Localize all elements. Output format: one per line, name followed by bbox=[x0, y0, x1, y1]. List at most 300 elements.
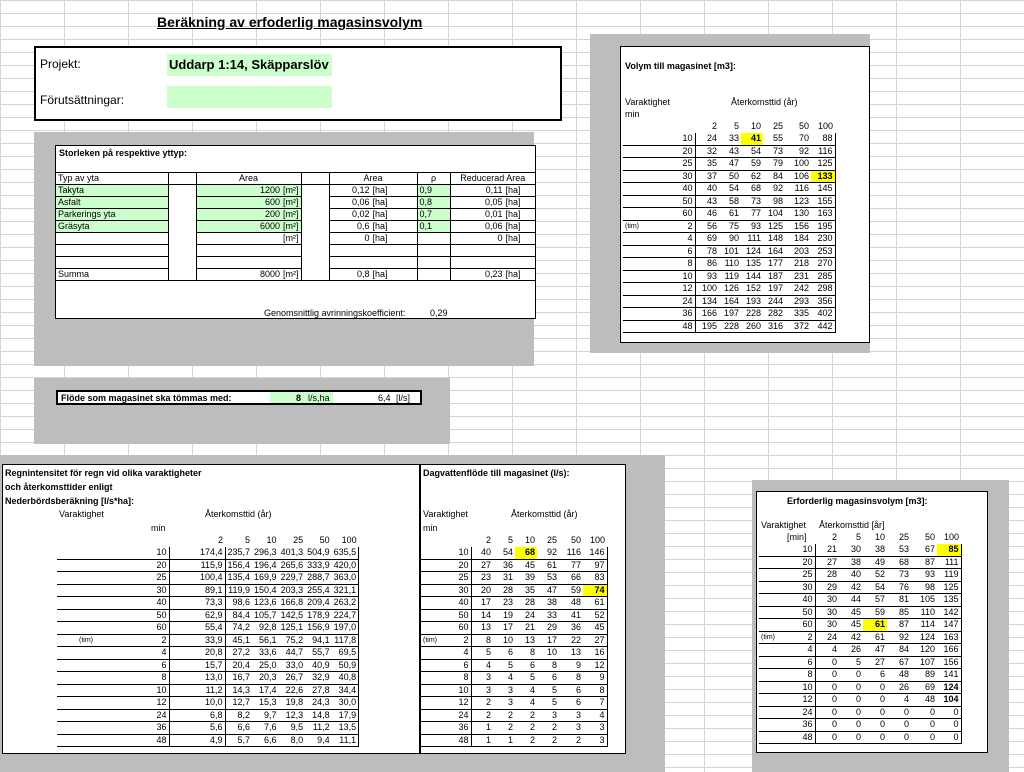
value-cell: 6 bbox=[515, 659, 537, 672]
value-cell: 3 bbox=[583, 722, 607, 735]
value-cell: 197 bbox=[719, 308, 741, 321]
value-cell: 142,5 bbox=[280, 609, 304, 620]
duration-value: 24 bbox=[802, 706, 813, 717]
value-cell: 12 bbox=[583, 659, 607, 672]
value-cell: 124 bbox=[911, 631, 937, 644]
table-row bbox=[759, 681, 961, 694]
value-cell: 195 bbox=[811, 220, 835, 233]
value-cell: 244 bbox=[763, 295, 785, 308]
duration-cell bbox=[759, 694, 815, 707]
area-m2-cell[interactable] bbox=[196, 257, 301, 269]
duration-value: 12 bbox=[682, 283, 693, 294]
value-cell: 4 bbox=[887, 694, 911, 707]
value-cell: 166 bbox=[695, 308, 719, 321]
duration-cell bbox=[623, 270, 695, 283]
value-cell: 2 bbox=[515, 734, 537, 747]
duration-cell bbox=[623, 133, 695, 146]
duration-cell bbox=[759, 544, 815, 557]
prerequisites-field[interactable] bbox=[167, 86, 332, 108]
value-cell: 13 bbox=[515, 634, 537, 647]
duration-cell bbox=[57, 709, 169, 722]
stormflow-table bbox=[421, 534, 608, 747]
volume-header-row bbox=[623, 120, 835, 133]
duration-value: 24 bbox=[156, 709, 167, 720]
reduced-cell bbox=[450, 245, 535, 257]
area-type-cell[interactable] bbox=[56, 245, 168, 257]
duration-cell bbox=[421, 647, 471, 660]
table-row bbox=[421, 547, 607, 560]
duration-value: 10 bbox=[458, 684, 469, 695]
duration-cell bbox=[421, 672, 471, 685]
value-cell: 17 bbox=[537, 634, 559, 647]
value-cell: 88 bbox=[811, 133, 835, 146]
value-cell: 5 bbox=[493, 659, 515, 672]
area-m2-cell[interactable] bbox=[196, 233, 301, 245]
value-cell: 142 bbox=[937, 606, 961, 619]
sum-ha-unit: [ha] bbox=[372, 269, 388, 279]
value-cell: 0 bbox=[839, 706, 863, 719]
area-ha-unit: [ha] bbox=[372, 185, 388, 195]
intensity-duration-label: Varaktighet bbox=[59, 509, 104, 519]
value-cell: 110 bbox=[719, 258, 741, 271]
duration-cell bbox=[623, 283, 695, 296]
table-row bbox=[623, 308, 835, 321]
intensity-duration-unit: min bbox=[151, 523, 166, 533]
reduced-cell bbox=[450, 257, 535, 269]
spacer-cell bbox=[301, 209, 329, 221]
value-cell: 8 bbox=[471, 634, 493, 647]
duration-value: 20 bbox=[682, 145, 693, 156]
value-cell: 0 bbox=[815, 669, 839, 682]
flow-label: Flöde som magasinet ska tömmas med: bbox=[61, 393, 232, 403]
value-cell: 8 bbox=[537, 659, 559, 672]
value-cell: 44 bbox=[839, 594, 863, 607]
value-cell: 111 bbox=[937, 556, 961, 569]
table-row bbox=[623, 295, 835, 308]
duration-cell bbox=[57, 697, 169, 710]
return-period-header: 10 bbox=[266, 534, 277, 545]
value-cell: 17 bbox=[471, 597, 493, 610]
flow-total: 6,4 bbox=[378, 393, 391, 403]
value-cell: 0 bbox=[839, 694, 863, 707]
value-cell: 229,7 bbox=[280, 572, 304, 583]
duration-cell bbox=[421, 572, 471, 585]
project-label: Projekt: bbox=[40, 57, 81, 71]
value-cell: 0 bbox=[937, 731, 961, 744]
value-cell: 32 bbox=[695, 145, 719, 158]
value-cell: 68 bbox=[887, 556, 911, 569]
table-row bbox=[759, 706, 961, 719]
value-cell: 14 bbox=[471, 609, 493, 622]
hours-marker: (tim) bbox=[423, 636, 437, 644]
spacer-cell bbox=[168, 245, 196, 257]
value-cell: 3 bbox=[537, 709, 559, 722]
value-cell: 40 bbox=[839, 569, 863, 582]
value-cell: 41 bbox=[559, 609, 583, 622]
rho-cell[interactable]: 0,9 bbox=[417, 185, 450, 197]
corner-cell bbox=[759, 531, 815, 544]
value-cell: 209,4 bbox=[307, 597, 330, 608]
value-cell: 36 bbox=[559, 622, 583, 635]
value-cell: 35 bbox=[515, 584, 537, 597]
value-cell: 32,9 bbox=[305, 672, 332, 685]
value-cell: 163 bbox=[937, 631, 961, 644]
reduced-unit: [ha] bbox=[505, 209, 521, 219]
value-cell: 24 bbox=[815, 631, 839, 644]
value-cell: 38 bbox=[537, 597, 559, 610]
value-cell: 114 bbox=[911, 619, 937, 632]
value-cell: 73 bbox=[887, 569, 911, 582]
duration-value: 30 bbox=[682, 170, 693, 181]
area-m2-cell[interactable] bbox=[196, 245, 301, 257]
duration-value: 25 bbox=[458, 572, 469, 583]
table-row bbox=[759, 731, 961, 744]
table-row bbox=[623, 270, 835, 283]
value-cell: 134 bbox=[695, 295, 719, 308]
table-row bbox=[759, 594, 961, 607]
rho-cell[interactable] bbox=[417, 233, 450, 245]
table-row bbox=[57, 609, 359, 622]
value-cell: 242 bbox=[785, 283, 811, 296]
value-cell: 25,0 bbox=[252, 659, 279, 672]
value-cell: 156 bbox=[937, 656, 961, 669]
value-cell: 106 bbox=[785, 170, 811, 183]
table-row bbox=[623, 220, 835, 233]
flow-panel-shadow bbox=[34, 414, 450, 444]
value-cell: 8 bbox=[583, 684, 607, 697]
value-cell: 89 bbox=[911, 669, 937, 682]
table-row bbox=[421, 697, 607, 710]
value-cell: 0 bbox=[887, 706, 911, 719]
area-ha-cell bbox=[329, 221, 417, 233]
return-period-header: 2 bbox=[831, 531, 837, 542]
value-cell: 52 bbox=[863, 569, 887, 582]
area-ha-unit: [ha] bbox=[372, 209, 388, 219]
table-row bbox=[759, 644, 961, 657]
value-cell: 62,9 bbox=[169, 609, 225, 622]
value-cell: 2 bbox=[493, 722, 515, 735]
volume-return-label: Återkomsttid (år) bbox=[731, 97, 798, 107]
value-cell: 16 bbox=[583, 647, 607, 660]
value-cell: 119 bbox=[719, 270, 741, 283]
value-cell: 23 bbox=[471, 572, 493, 585]
value-cell: 17,9 bbox=[332, 709, 359, 722]
value-cell: 0 bbox=[863, 681, 887, 694]
value-cell: 125 bbox=[937, 581, 961, 594]
area-type-cell[interactable]: Parkerings yta bbox=[56, 209, 168, 221]
value-cell: 372 bbox=[785, 320, 811, 333]
spacer-cell bbox=[168, 257, 196, 269]
area-type-cell[interactable]: Asfalt bbox=[56, 197, 168, 209]
duration-value: 4 bbox=[687, 233, 693, 244]
value-cell: 100 bbox=[695, 283, 719, 296]
rho-cell[interactable] bbox=[417, 245, 450, 257]
value-cell: 3 bbox=[493, 697, 515, 710]
duration-cell bbox=[57, 647, 169, 660]
return-period-header: 25 bbox=[772, 120, 783, 131]
value-cell: 177 bbox=[763, 258, 785, 271]
value-cell: 333,9 bbox=[307, 559, 330, 570]
table-row bbox=[421, 622, 607, 635]
duration-value: 2 bbox=[161, 634, 167, 645]
value-cell: 101 bbox=[719, 245, 741, 258]
duration-cell bbox=[759, 681, 815, 694]
reduced-cell bbox=[450, 209, 535, 221]
value-cell: 0 bbox=[863, 731, 887, 744]
rho-cell[interactable] bbox=[417, 257, 450, 269]
required-header-row bbox=[759, 531, 961, 544]
value-cell: 41 bbox=[741, 133, 763, 146]
intensity-heading-2: och återkomsttider enligt bbox=[5, 482, 113, 492]
table-row bbox=[57, 572, 359, 585]
area-table bbox=[56, 172, 535, 281]
value-cell: 156,4 bbox=[225, 559, 252, 572]
table-row bbox=[421, 659, 607, 672]
flow-total-unit: [l/s] bbox=[396, 393, 411, 403]
value-cell: 35 bbox=[695, 158, 719, 171]
value-cell: 24 bbox=[515, 609, 537, 622]
area-type-cell[interactable] bbox=[56, 257, 168, 269]
value-cell: 9 bbox=[559, 659, 583, 672]
area-type-cell[interactable] bbox=[56, 233, 168, 245]
value-cell: 6 bbox=[559, 684, 583, 697]
value-cell: 7 bbox=[583, 697, 607, 710]
value-cell: 33,0 bbox=[279, 659, 306, 672]
value-cell: 5,6 bbox=[169, 722, 225, 735]
value-cell: 263,2 bbox=[332, 597, 359, 610]
table-row bbox=[57, 684, 359, 697]
value-cell: 93 bbox=[695, 270, 719, 283]
value-cell: 110 bbox=[911, 606, 937, 619]
value-cell: 0 bbox=[911, 719, 937, 732]
table-row bbox=[57, 622, 359, 635]
value-cell: 218 bbox=[785, 258, 811, 271]
value-cell: 69 bbox=[695, 233, 719, 246]
value-cell: 2 bbox=[515, 722, 537, 735]
area-m2-value: 200 bbox=[264, 209, 280, 219]
value-cell: 0 bbox=[815, 719, 839, 732]
duration-cell bbox=[759, 606, 815, 619]
value-cell: 16,7 bbox=[225, 672, 252, 685]
value-cell: 48 bbox=[559, 597, 583, 610]
area-m2-cell[interactable] bbox=[196, 197, 301, 209]
spacer-cell bbox=[168, 233, 196, 245]
value-cell: 133 bbox=[811, 170, 835, 183]
value-cell: 43 bbox=[719, 145, 741, 158]
stormflow-panel bbox=[420, 464, 626, 754]
value-cell: 84,4 bbox=[225, 609, 252, 622]
value-cell: 77 bbox=[559, 559, 583, 572]
value-cell: 3 bbox=[471, 672, 493, 685]
value-cell: 17 bbox=[493, 622, 515, 635]
table-row bbox=[57, 559, 359, 572]
value-cell: 197,0 bbox=[332, 622, 359, 635]
table-row bbox=[623, 283, 835, 296]
duration-cell bbox=[623, 258, 695, 271]
value-cell: 27 bbox=[815, 556, 839, 569]
value-cell: 26,7 bbox=[279, 672, 306, 685]
value-cell: 152 bbox=[741, 283, 763, 296]
duration-cell bbox=[57, 684, 169, 697]
volume-heading: Volym till magasinet [m3]: bbox=[625, 61, 736, 71]
value-cell: 147 bbox=[937, 619, 961, 632]
value-cell: 13,0 bbox=[169, 672, 225, 685]
project-name-field[interactable]: Uddarp 1:14, Skäpparslöv bbox=[167, 54, 332, 76]
duration-cell bbox=[759, 656, 815, 669]
duration-value: 2 bbox=[463, 634, 469, 645]
duration-cell bbox=[623, 233, 695, 246]
value-cell: 38 bbox=[863, 544, 887, 557]
area-type-cell[interactable]: Gräsyta bbox=[56, 221, 168, 233]
reduced-unit: [ha] bbox=[505, 233, 521, 243]
value-cell: 0 bbox=[839, 669, 863, 682]
value-cell: 53 bbox=[887, 544, 911, 557]
duration-value: 12 bbox=[458, 697, 469, 708]
value-cell: 27 bbox=[863, 656, 887, 669]
value-cell: 92 bbox=[785, 145, 811, 158]
value-cell: 78 bbox=[695, 245, 719, 258]
duration-value: 10 bbox=[682, 270, 693, 281]
duration-cell bbox=[57, 547, 169, 560]
area-m2-cell[interactable] bbox=[196, 185, 301, 197]
value-cell: 203,3 bbox=[280, 584, 304, 595]
value-cell: 30 bbox=[839, 544, 863, 557]
value-cell: 38 bbox=[839, 556, 863, 569]
value-cell: 235,7 bbox=[225, 547, 252, 560]
value-cell: 47 bbox=[719, 158, 741, 171]
return-period-header: 50 bbox=[319, 534, 330, 545]
duration-cell bbox=[57, 609, 169, 622]
return-period-header: 10 bbox=[524, 534, 535, 545]
value-cell: 55,4 bbox=[169, 622, 225, 635]
value-cell: 29 bbox=[537, 622, 559, 635]
duration-cell bbox=[623, 183, 695, 196]
duration-value: 10 bbox=[156, 684, 167, 695]
value-cell: 67 bbox=[887, 656, 911, 669]
value-cell: 5 bbox=[537, 697, 559, 710]
duration-value: 40 bbox=[682, 183, 693, 194]
duration-cell bbox=[421, 734, 471, 747]
duration-value: 36 bbox=[458, 722, 469, 733]
stormflow-header-row bbox=[421, 534, 607, 547]
duration-value: 10 bbox=[802, 681, 813, 692]
stormflow-heading: Dagvattenflöde till magasinet (l/s): bbox=[423, 468, 570, 478]
value-cell: 2 bbox=[515, 709, 537, 722]
table-row bbox=[623, 183, 835, 196]
reduced-value: 0,06 bbox=[484, 221, 503, 231]
value-cell: 156 bbox=[785, 220, 811, 233]
value-cell: 293 bbox=[785, 295, 811, 308]
duration-cell bbox=[421, 559, 471, 572]
table-row bbox=[421, 722, 607, 735]
value-cell: 30 bbox=[815, 606, 839, 619]
value-cell: 125 bbox=[811, 158, 835, 171]
value-cell: 6,8 bbox=[169, 709, 225, 722]
hours-marker: (tim) bbox=[625, 222, 639, 230]
value-cell: 54 bbox=[741, 145, 763, 158]
table-row bbox=[421, 684, 607, 697]
value-cell: 164 bbox=[763, 245, 785, 258]
value-cell: 166 bbox=[937, 644, 961, 657]
value-cell: 33,6 bbox=[252, 647, 279, 660]
area-m2-cell[interactable] bbox=[196, 221, 301, 233]
value-cell: 73 bbox=[763, 145, 785, 158]
value-cell: 253 bbox=[811, 245, 835, 258]
value-cell: 285 bbox=[811, 270, 835, 283]
reduced-value: 0 bbox=[497, 233, 503, 243]
duration-cell bbox=[421, 584, 471, 597]
value-cell: 442 bbox=[811, 320, 835, 333]
duration-cell bbox=[57, 572, 169, 585]
value-cell: 67 bbox=[911, 544, 937, 557]
value-cell: 28 bbox=[493, 584, 515, 597]
return-period-header: 2 bbox=[485, 534, 491, 545]
value-cell: 28 bbox=[815, 569, 839, 582]
value-cell: 59 bbox=[559, 584, 583, 597]
duration-value: 48 bbox=[458, 734, 469, 745]
value-cell: 148 bbox=[763, 233, 785, 246]
duration-cell bbox=[759, 719, 815, 732]
duration-value: 30 bbox=[458, 584, 469, 595]
area-ha-cell bbox=[329, 185, 417, 197]
value-cell: 48 bbox=[887, 669, 911, 682]
rho-cell[interactable]: 0,7 bbox=[417, 209, 450, 221]
value-cell: 2 bbox=[537, 722, 559, 735]
duration-value: 40 bbox=[802, 594, 813, 605]
value-cell: 85 bbox=[937, 544, 961, 557]
duration-cell bbox=[759, 731, 815, 744]
value-cell: 11,1 bbox=[332, 734, 359, 747]
area-m2-unit: [m²] bbox=[283, 185, 299, 195]
area-type-cell[interactable]: Takyta bbox=[56, 185, 168, 197]
value-cell: 255,4 bbox=[307, 584, 330, 595]
duration-value: 50 bbox=[802, 606, 813, 617]
rho-cell[interactable]: 0,8 bbox=[417, 197, 450, 209]
duration-cell bbox=[759, 669, 815, 682]
value-cell: 231 bbox=[785, 270, 811, 283]
value-cell: 116 bbox=[811, 145, 835, 158]
duration-value: 60 bbox=[682, 208, 693, 219]
value-cell: 56 bbox=[695, 220, 719, 233]
table-row bbox=[421, 584, 607, 597]
table-row bbox=[759, 606, 961, 619]
value-cell: 74,2 bbox=[225, 622, 252, 635]
table-row bbox=[623, 245, 835, 258]
value-cell: 55,7 bbox=[305, 647, 332, 660]
value-cell: 107 bbox=[911, 656, 937, 669]
required-table bbox=[759, 531, 962, 744]
value-cell: 46 bbox=[695, 208, 719, 221]
value-cell: 39 bbox=[515, 572, 537, 585]
flow-value[interactable]: 8 bbox=[296, 393, 302, 403]
duration-value: 6 bbox=[807, 656, 813, 667]
value-cell: 87 bbox=[887, 619, 911, 632]
value-cell: 270 bbox=[811, 258, 835, 271]
rho-cell[interactable]: 0,1 bbox=[417, 221, 450, 233]
value-cell: 27 bbox=[471, 559, 493, 572]
table-row bbox=[759, 619, 961, 632]
intensity-heading-3: Nederbördsberäkning [l/s*ha]: bbox=[5, 496, 135, 506]
area-m2-cell[interactable] bbox=[196, 209, 301, 221]
value-cell: 146 bbox=[583, 547, 607, 560]
value-cell: 0 bbox=[887, 719, 911, 732]
duration-value: 10 bbox=[156, 547, 167, 557]
duration-value: 20 bbox=[156, 559, 167, 570]
reduced-unit: [ha] bbox=[505, 221, 521, 231]
return-period-header: 50 bbox=[924, 531, 935, 542]
value-cell: 76 bbox=[887, 581, 911, 594]
spacer-cell bbox=[168, 197, 196, 209]
